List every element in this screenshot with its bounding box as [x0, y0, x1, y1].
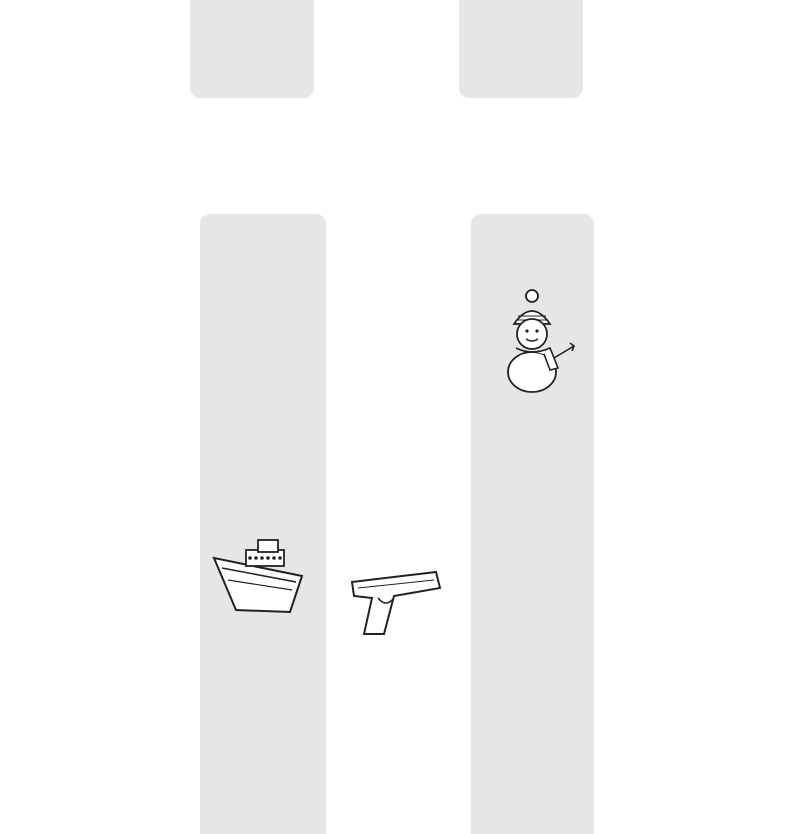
part-6-header — [205, 474, 323, 496]
part-7-header — [340, 504, 458, 526]
snowman-icon — [492, 288, 582, 398]
section-divider — [0, 149, 790, 157]
part-9-header — [474, 798, 592, 818]
band-top-2 — [190, 0, 314, 98]
part-8-header — [474, 228, 592, 250]
band-main-2 — [200, 214, 326, 834]
band-top-4 — [459, 0, 583, 98]
pistol-icon — [348, 568, 444, 640]
ship-icon — [210, 536, 310, 616]
